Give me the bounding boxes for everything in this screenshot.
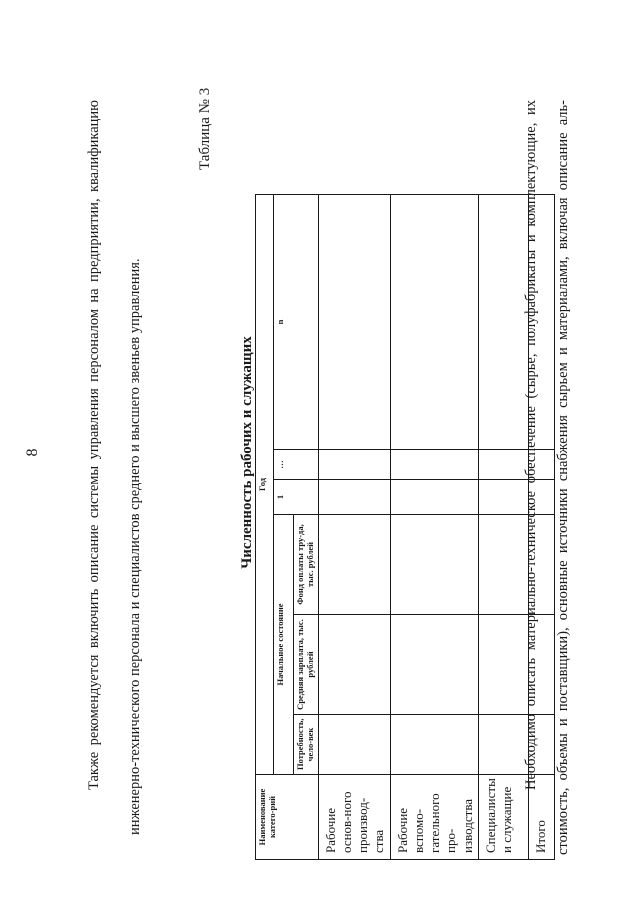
paragraph-2-line-2: стоимость, объемы и поставщики), основные источники снабжения сырьем и материалами, включая описание аль- (555, 100, 571, 855)
paragraph-2-line-1: Необходимо описать материально-техническое обеспечение (сырье, полуфабрикаты и комплектующие, их (523, 100, 539, 790)
header-year: Год (256, 194, 274, 774)
table-cell (478, 715, 528, 775)
table-cell (318, 515, 390, 615)
table-title: Численность рабочих и служащих (239, 336, 255, 569)
header-row-2 (274, 194, 294, 859)
header-salary: Средняя зарплата, тыс. рублей (294, 615, 319, 715)
header-fund: Фонд оплаты тру-да, тыс. рублей (294, 515, 319, 615)
header-category: Наименование катего-рий (256, 775, 319, 860)
table-cell (390, 715, 478, 775)
header-col-dots: … (274, 450, 319, 480)
table-cell (478, 450, 528, 480)
paragraph-1-line-2: инженерно-технического персонала и специалистов среднего и высшего звеньев управления. (127, 258, 143, 835)
row-category: Рабочие вспомо-гательного про-изводства (390, 775, 478, 860)
table-number: Таблица № 3 (197, 87, 213, 170)
header-need: Потребность, чело-век (294, 715, 319, 775)
header-col-n: n (274, 194, 319, 449)
table-cell (318, 615, 390, 715)
table-row (318, 194, 390, 859)
row-category: Специалисты и служащие (478, 775, 528, 860)
table-cell (318, 715, 390, 775)
table-cell (390, 615, 478, 715)
table-cell (318, 480, 390, 515)
table-cell (318, 450, 390, 480)
staff-table (255, 194, 555, 860)
row-category: Рабочие основ-ного производ-ства (318, 775, 390, 860)
table-cell (318, 194, 390, 449)
header-col-1: 1 (274, 480, 319, 515)
table-cell (478, 194, 528, 449)
table-row (390, 194, 478, 859)
header-row-1 (256, 194, 274, 859)
paragraph-1-line-1: Также рекомендуется включить описание системы управления персоналом на предприятии, квалификацию (86, 100, 102, 790)
table-cell (478, 515, 528, 615)
table-cell (390, 450, 478, 480)
table-cell (390, 194, 478, 449)
table-cell (478, 480, 528, 515)
header-initial-state: Начальное состояние (274, 515, 294, 775)
table-row (478, 194, 528, 859)
table-cell (390, 480, 478, 515)
row-category: Итого (528, 775, 554, 860)
table-cell (478, 615, 528, 715)
table-cell (390, 515, 478, 615)
page-number: 8 (24, 448, 41, 457)
